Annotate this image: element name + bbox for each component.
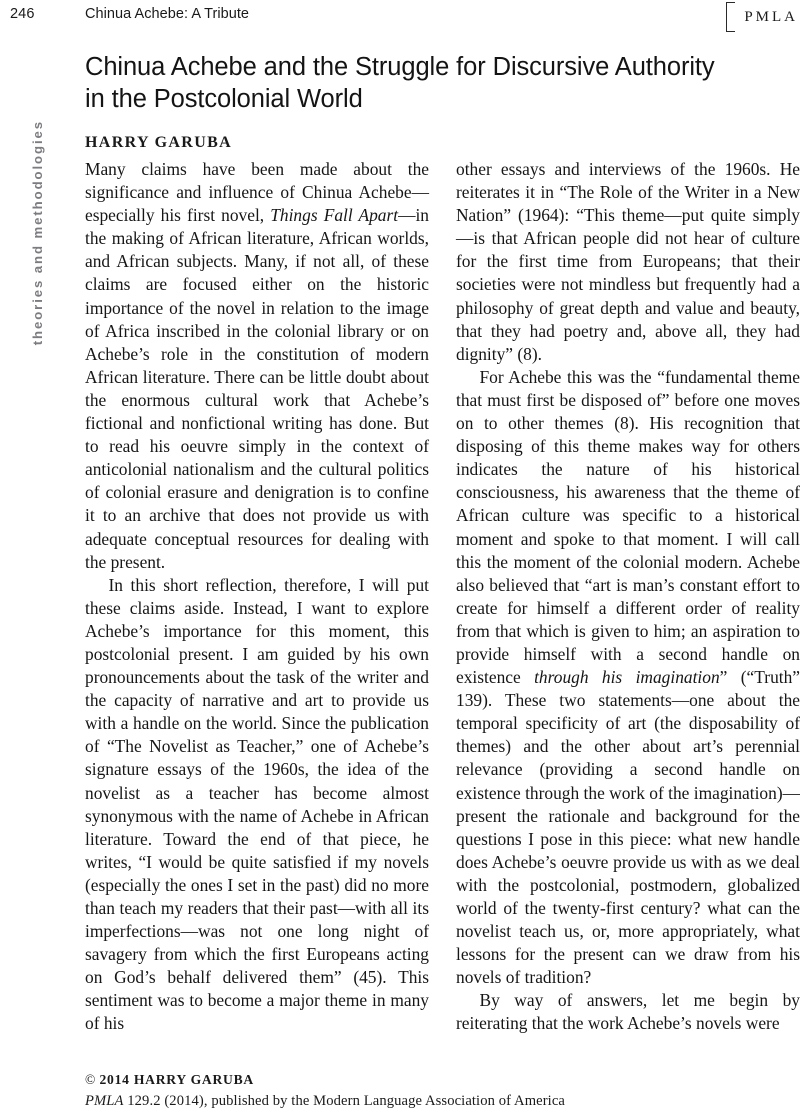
publication-details: 129.2 (2014), published by the Modern Language Association of America (127, 1093, 565, 1109)
italic-title: Things Fall Apart (270, 205, 399, 226)
body-paragraph (85, 158, 429, 574)
body-column-right (456, 158, 800, 1036)
body-paragraph (85, 574, 429, 1036)
running-head (0, 0, 800, 34)
text-run: In this short reflection, therefore, I will put these claims aside. Instead, I want to explore Achebe’s importance for this moment, this postcolonial present. I am guided by his own pronouncements about the task of the writer and the capacity of narrative and art to provide us with a handle on the world. Since the publication of “The Novelist as Teacher,” one of Achebe’s signature essays of the 1960s, the idea of the novelist as a teacher has become almost synonymous with the name of Achebe in African literature. Toward the end of that piece, he writes, “I would be quite satisfied if my novels (especially the ones I set in the past) did no more than teach my readers that their past—with all its imperfections—was not one long night of savagery from which the first Europeans acting on God’s behalf delivered them” (45). This sentiment was to become a major theme in many of his (85, 574, 429, 1034)
copyright-line (85, 1072, 800, 1088)
body-column-left (85, 158, 429, 1036)
publication-journal: PMLA (85, 1093, 124, 1109)
journal-mark (726, 0, 800, 34)
text-run: For Achebe this was the “fundamental theme that must first be disposed of” before one moves on to other themes (8). His recognition that disposing of this theme makes way for others indicates the nature of his historical consciousness, his awareness that the theme of African culture was specific to a historical moment and spoke to that moment. I will call this the moment of the colonial modern. Achebe also believed that “art is man’s constant effort to create for himself a different order of reality from that which is given to him; an aspiration to provide himself with a second handle on existence (456, 366, 800, 688)
body-paragraph (456, 158, 800, 366)
page-footer (85, 1072, 800, 1110)
page-title: Chinua Achebe and the Struggle for Discursive Authority in the Postcolonial World (85, 53, 715, 113)
body-paragraph (456, 366, 800, 990)
copyright-text: 2014 HARRY GARUBA (99, 1072, 254, 1087)
text-run: Many claims have been made about the significance and influence of Chinua Achebe—especially his first novel, (85, 159, 429, 226)
section-side-tab (0, 120, 45, 440)
body-columns (85, 158, 800, 1036)
article-header (85, 52, 800, 152)
publication-line (85, 1093, 800, 1110)
copyright-icon: © (85, 1072, 96, 1087)
text-run: other essays and interviews of the 1960s. He reiterates it in “The Role of the Writer in a New Nation” (1964): “This theme—put quite simply—is that African people did not hear of culture for the first time from Europeans; that their societies were not mindless but frequently had a philosophy of great depth and value and beauty, that they had poetry and, above all, they had dignity” (8). (456, 159, 800, 364)
italic-title: through his imagination (534, 667, 720, 688)
text-run: —in the making of African literature, African worlds, and African subjects. Many, if not all, of these claims are focused either on the historic importance of the novel in relation to the image of Africa inscribed in the colonial library or on Achebe’s role in the constitution of modern African literature. There can be little doubt about the enormous cultural work that Achebe’s fictional and nonfictional writing has done. But to read his oeuvre simply in the context of anticolonial nationalism and the cultural politics of colonial erasure and denigration is to confine it to an archive that does not provide us with adequate conceptual resources for dealing with the present. (85, 205, 429, 572)
text-run: By way of answers, let me begin by reiterating that the work Achebe’s novels were (456, 990, 800, 1034)
page-number: 246 (10, 6, 35, 22)
journal-name: PMLA (744, 8, 798, 25)
article-author: HARRY GARUBA (85, 133, 233, 151)
running-head-section-title: Chinua Achebe: A Tribute (85, 6, 250, 22)
text-run: ” (“Truth” 139). These two statements—one about the temporal specificity of art (the disposability of themes) and the other about art’s perennial relevance (providing a second handle on existence through the work of the imagination)—present the rationale and background for the questions I pose in this piece: what new handle does Achebe’s oeuvre provide us with as we deal with the postcolonial, postmodern, globalized world of the twenty-first century? what can the novelist teach us, or, more appropriately, what lessons for the present can we draw from his novels of tradition? (456, 667, 800, 988)
left-bracket-icon (726, 2, 735, 32)
section-side-tab-label: theories and methodologies (30, 120, 45, 346)
body-paragraph (456, 989, 800, 1035)
